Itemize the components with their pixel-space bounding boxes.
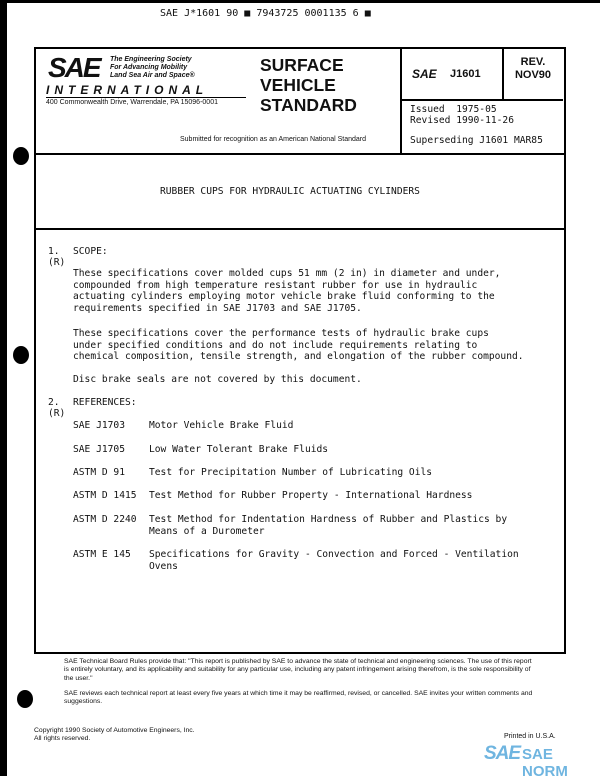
section-number: 1. [48,246,60,257]
doc-type: SURFACE VEHICLE STANDARD [260,55,357,115]
review-note: SAE reviews each technical report at least every five years at which time it may be reaffirmed, revised, or cancelled. SAE invites your written comments and suggestions. [64,690,533,706]
reference-code: ASTM D 2240 [73,514,137,525]
scope-paragraph: These specifications cover the performance tests of hydraulic brake cups under specified conditions and do not include requirements relating to chemical composition, tensile strength, and elongation of the rubber compound. [73,328,524,363]
divider [502,47,504,100]
reference-title: Test for Precipitation Number of Lubricating Oils [149,467,433,478]
punch-hole [13,346,29,364]
sae-logo: SAE [48,52,100,83]
reference-code: ASTM E 145 [73,549,131,560]
issued-date: Issued 1975-05 [410,104,497,115]
watermark-text: SAE NORM [522,746,568,776]
revision-mark: (R) [48,257,66,268]
submitted-note: Submitted for recognition as an American National Standard [180,136,366,143]
board-rules: SAE Technical Board Rules provide that: "This report is published by SAE to advance the state of technical and engineering sciences. The use of this report is entirely voluntary, and its applicability and suitability for any particular use, including any patent infringement arising therefrom, is the sole responsibility of the user." [64,658,532,682]
address: 400 Commonwealth Drive, Warrendale, PA 15096-0001 [46,99,218,106]
section-heading: SCOPE: [73,246,108,257]
watermark-logo: SAE [484,743,521,764]
section-heading: REFERENCES: [73,397,137,408]
reference-code: SAE J1703 [73,420,125,431]
sae-mini-logo: SAE [412,67,437,81]
divider [34,228,564,230]
printed-in: Printed in U.S.A. [504,733,556,740]
scan-edge-top [0,0,600,3]
reference-title: Test Method for Rubber Property - International Hardness [149,490,473,501]
reference-code: ASTM D 1415 [73,490,137,501]
divider [400,99,563,101]
superseding: Superseding J1601 MAR85 [410,135,543,146]
reference-code: SAE J1705 [73,444,125,455]
divider [34,153,564,155]
reference-title: Low Water Tolerant Brake Fluids [149,444,329,455]
revision-mark: (R) [48,408,66,419]
reference-code: ASTM D 91 [73,467,125,478]
scan-edge [0,0,7,776]
society-text: The Engineering Society For Advancing Mobility Land Sea Air and Space® [110,56,195,79]
doc-number: J1601 [450,68,481,80]
revision: REV. NOV90 [514,56,552,81]
punch-hole [13,147,29,165]
international: INTERNATIONAL [46,83,246,98]
document-title: RUBBER CUPS FOR HYDRAULIC ACTUATING CYLINDERS [160,186,420,197]
reference-title: Specifications for Gravity - Convection and Forced - Ventilation Ovens [149,549,519,572]
divider [400,47,402,154]
section-number: 2. [48,397,60,408]
scope-paragraph: These specifications cover molded cups 51 mm (2 in) in diameter and under, compounded from high temperature resistant rubber for use in hydraulic actuating cylinders employing motor vehicle brake fluid conforming to the requirements specified in SAE J1703 and SAE J1705. [73,268,501,314]
scan-header: SAE J*1601 90 ■ 7943725 0001135 6 ■ [160,8,371,19]
revised-date: Revised 1990-11-26 [410,115,514,126]
reference-title: Test Method for Indentation Hardness of Rubber and Plastics by Means of a Durometer [149,514,508,537]
reference-title: Motor Vehicle Brake Fluid [149,420,294,431]
punch-hole [17,690,33,708]
copyright: Copyright 1990 Society of Automotive Engineers, Inc. All rights reserved. [34,727,195,742]
scope-paragraph: Disc brake seals are not covered by this document. [73,374,362,385]
